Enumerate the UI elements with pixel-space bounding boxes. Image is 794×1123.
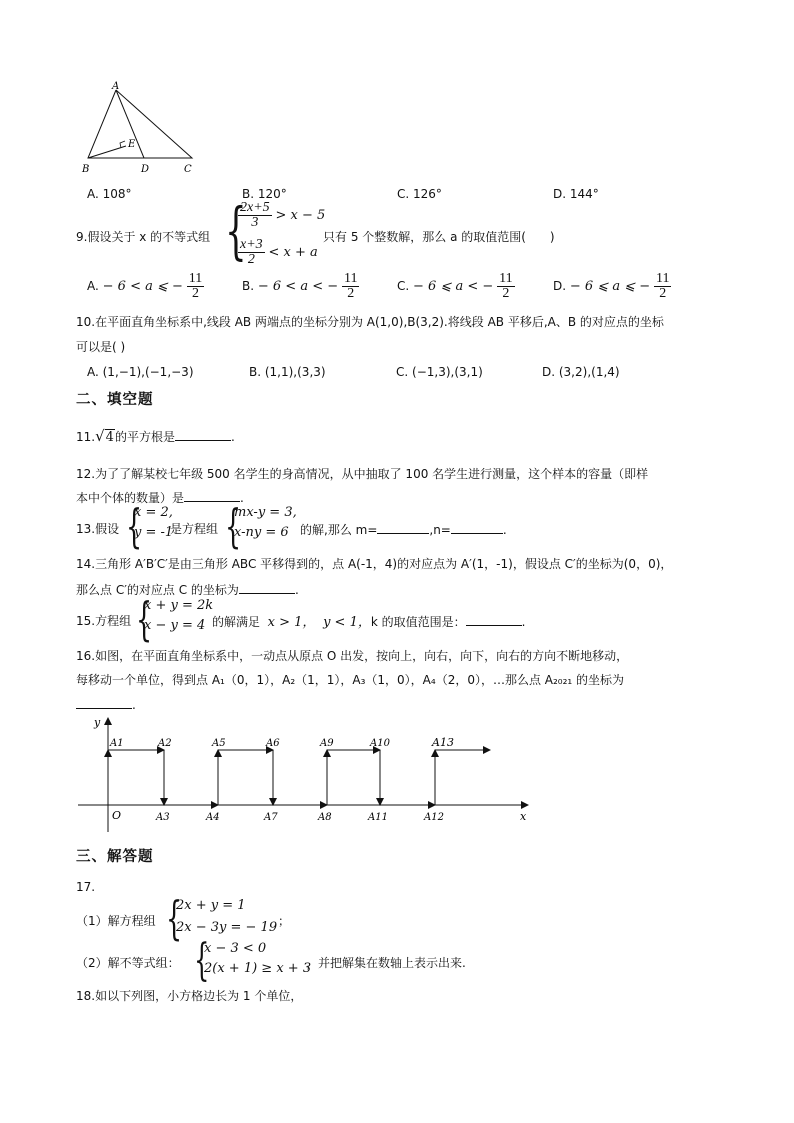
q10-option-d: D. (3,2),(1,4) — [542, 365, 620, 379]
label-a7: A7 — [264, 812, 278, 823]
q17-part1-prefix: （1）解方程组 — [76, 914, 156, 928]
q16-line3: . — [76, 696, 136, 713]
q10-line2: 可以是( ) — [76, 340, 126, 354]
q9-option-b: B. − 6 < a < − $\frac{11}{2}$ — [242, 271, 358, 301]
q17-part2-suffix: ，并把解集在数轴上表示出来. — [306, 956, 466, 970]
q12-line1: 12.为了了解某校七年级 500 名学生的身高情况，从中抽取了 100 名学生进行测量，这个样本的容量（即样 — [76, 467, 649, 481]
q8-option-b: B. 120° — [242, 187, 287, 201]
coordinate-path-figure — [70, 712, 540, 837]
q9-suffix: 只有 5 个整数解，那么 a 的取值范围( ) — [323, 230, 555, 244]
q13-brace-2: { — [225, 499, 242, 553]
q8-option-a: A. 108° — [87, 187, 132, 201]
q9-option-a: A. − 6 < a ⩽ − $\frac{11}{2}$ — [87, 271, 203, 301]
q15-rest: 的解满足 x > 1， y < 1，k 的取值范围是： . — [212, 615, 526, 630]
x-label: x — [520, 810, 527, 823]
q9-brace: { — [225, 194, 247, 267]
q15-prefix: 15.方程组 — [76, 614, 132, 628]
q9-row2: $\frac{x+3}{2}$ < x + a — [240, 237, 318, 267]
label-a4: A4 — [206, 812, 220, 823]
label-a2: A2 — [158, 738, 172, 749]
triangle-figure — [80, 80, 200, 176]
origin-label: O — [112, 809, 122, 822]
q8-option-d: D. 144° — [553, 187, 599, 201]
label-a6: A6 — [266, 738, 280, 749]
q9-option-d: D. − 6 ⩽ a ⩽ − $\frac{11}{2}$ — [553, 271, 670, 301]
q15-brace: { — [136, 592, 153, 646]
q13-prefix: 13.假设 — [76, 522, 120, 536]
label-D: D — [141, 164, 150, 175]
section-3-heading: 三、解答题 — [76, 849, 154, 865]
q13-suffix: 的解,那么 m= ,n= . — [300, 523, 507, 537]
label-A: A — [112, 81, 120, 92]
y-label: y — [94, 716, 101, 729]
label-a12: A12 — [424, 812, 444, 823]
q13-mid: 是方程组 — [170, 522, 219, 536]
label-a9: A9 — [320, 738, 334, 749]
label-C: C — [184, 164, 192, 175]
q9-row1: $\frac{2x+5}{3}$ > x − 5 — [240, 200, 326, 230]
label-a8: A8 — [318, 812, 332, 823]
q14-line1: 14.三角形 A′B′C′是由三角形 ABC 平移得到的，点 A(-1，4)的对应点为 A′(1，-1)，假设点 C′的坐标为(0，0)， — [76, 557, 673, 571]
q17-number: 17. — [76, 880, 96, 894]
q10-option-b: B. (1,1),(3,3) — [249, 365, 326, 379]
q11: 11.√4的平方根是 . — [76, 427, 235, 445]
label-E: E — [128, 139, 136, 150]
q17-brace-1: { — [166, 891, 183, 945]
q17-part2-prefix: （2）解不等式组： — [76, 956, 180, 970]
q17-brace-2: { — [194, 935, 210, 986]
q13-brace-1: { — [126, 499, 143, 553]
label-a3: A3 — [156, 812, 170, 823]
label-a5: A5 — [212, 738, 226, 749]
q17-part1-end: ； — [278, 914, 291, 928]
q16-line2: 每移动一个单位，得到点 A₁（0，1），A₂（1，1），A₃（1，0），A₄（2，0），…那么点 A₂₀₂₁ 的坐标为 — [76, 673, 625, 687]
q12-line2: 本中个体的数量）是 . — [76, 491, 244, 505]
label-a11: A11 — [368, 812, 388, 823]
label-a10: A10 — [370, 738, 390, 749]
q14-line2: 那么点 C′的对应点 C 的坐标为 . — [76, 583, 299, 597]
q18: 18.如以下列图，小方格边长为 1 个单位， — [76, 989, 303, 1003]
section-2-heading: 二、填空题 — [76, 392, 154, 408]
q9-prefix: 9.假设关于 x 的不等式组 — [76, 230, 211, 244]
label-a1: A1 — [110, 738, 124, 749]
q9-option-c: C. − 6 ⩽ a < − $\frac{11}{2}$ — [397, 271, 513, 301]
q10-option-a: A. (1,−1),(−1,−3) — [87, 365, 194, 379]
q8-option-c: C. 126° — [397, 187, 442, 201]
label-B: B — [82, 164, 90, 175]
q10-option-c: C. (−1,3),(3,1) — [396, 365, 483, 379]
q16-line1: 16.如图，在平面直角坐标系中，一动点从原点 O 出发，按向上，向右，向下，向右的方向不断地移动， — [76, 649, 629, 663]
label-a13: A13 — [432, 736, 454, 749]
q10-line1: 10.在平面直角坐标系中,线段 AB 两端点的坐标分别为 A(1,0),B(3,2).将线段 AB 平移后,A、B 的对应点的坐标 — [76, 315, 664, 329]
